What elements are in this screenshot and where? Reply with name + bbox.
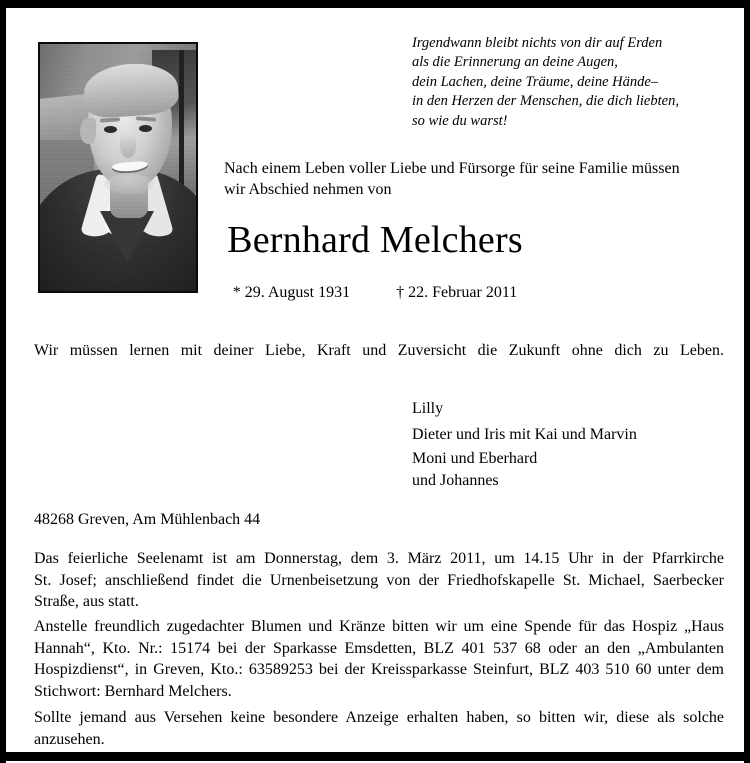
service-line: Straße, aus statt.	[34, 593, 139, 610]
survivor-line: Lilly	[412, 400, 444, 417]
poem-line: so wie du warst!	[412, 112, 508, 129]
death-date: 22. Februar 2011	[408, 284, 518, 301]
survivor-line: und Johannes	[412, 472, 499, 489]
donation-line: Anstelle freundlich zugedachter Blumen und Kränze bitten wir um eine Spende für das Hospiz „Haus	[34, 618, 724, 635]
border-rule-top	[0, 0, 750, 8]
service-line: St. Josef; anschließend findet die Urnenbeisetzung von der Friedhofskapelle St. Michael, Saerbecker	[34, 571, 724, 589]
survivors-list	[412, 396, 742, 492]
poem-line: Irgendwann bleibt nichts von dir auf Erden	[412, 35, 663, 51]
border-rule-left	[0, 0, 6, 763]
birth-symbol: *	[232, 284, 241, 301]
life-dates	[0, 283, 750, 303]
memorial-poem	[412, 34, 742, 131]
poem-line: als die Erinnerung an deine Augen,	[412, 54, 618, 71]
closing-line: Sollte jemand aus Versehen keine besondere Anzeige erhalten haben, so bitten wir, diese als solche	[34, 709, 724, 726]
survivor-line: Dieter und Iris mit Kai und Marvin	[412, 426, 637, 443]
border-rule-right	[744, 0, 750, 763]
closing-line: anzusehen.	[34, 730, 105, 748]
death-symbol: †	[396, 284, 405, 301]
donation-line: Stichwort: Bernhard Melchers.	[34, 682, 232, 700]
poem-line: dein Lachen, deine Träume, deine Hände–	[412, 73, 659, 90]
lead-line: Nach einem Leben voller Liebe und Fürsorge für seine Familie müssen	[224, 160, 680, 177]
lead-statement	[224, 158, 724, 200]
family-address: 48268 Greven, Am Mühlenbach 44	[34, 511, 261, 528]
border-rule-bottom	[0, 752, 750, 761]
birth-date: 29. August 1931	[244, 284, 351, 301]
funeral-service-details	[34, 548, 724, 613]
deceased-name: Bernhard Melchers	[227, 219, 523, 261]
mourning-statement: Wir müssen lernen mit deiner Liebe, Kraft und Zuversicht die Zukunft ohne dich zu Leben.	[34, 342, 724, 359]
closing-note	[34, 707, 724, 750]
survivor-line: Moni und Eberhard	[412, 450, 538, 467]
donation-request	[34, 616, 724, 702]
poem-line: in den Herzen der Menschen, die dich liebten,	[412, 93, 679, 110]
donation-line: Hannah“, Kto. Nr.: 15174 bei der Sparkasse Emsdetten, BLZ 401 537 68 oder an den „Ambulanten	[34, 639, 724, 657]
donation-line: Hospizdienst“, in Greven, Kto.: 63589253 bei der Kreissparkasse Steinfurt, BLZ 403 510 60 unter dem	[34, 661, 724, 678]
service-line: Das feierliche Seelenamt ist am Donnerstag, dem 3. März 2011, um 14.15 Uhr in der Pfarrkirche	[34, 550, 724, 567]
lead-line: wir Abschied nehmen von	[224, 181, 392, 198]
